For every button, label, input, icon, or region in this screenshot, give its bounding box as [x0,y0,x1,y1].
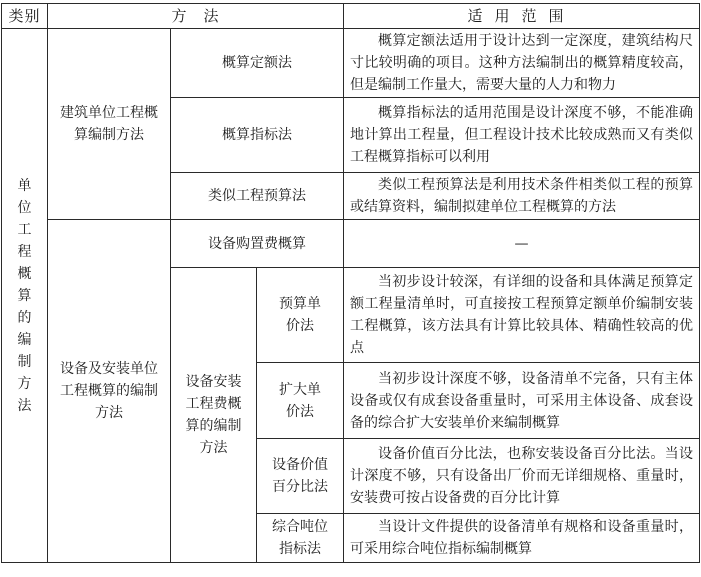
category-char: 程 [17,243,32,260]
category-char: 概 [17,265,32,282]
scope-cell: 当设计文件提供的设备清单有规格和设备重量时，可采用综合吨位指标编制概算 [344,514,700,563]
group-building-label: 建筑单位工程概算编制方法 [48,29,171,220]
scope-cell [344,220,700,268]
table-header-row [2,4,700,29]
category-char: 编 [17,331,32,348]
method-cell: 预算单价法 [257,268,344,363]
scope-cell: 类似工程预算法是利用技术条件相类似工程的预算或结算资料，编制拟建单位工程概算的方法 [344,173,700,220]
estimate-methods-table [1,3,700,563]
scope-cell: 当初步设计较深，有详细的设备和具体满足预算定额工程量清单时，可直接按工程预算定额单价编制安装工程概算，该方法具有计算比较具体、精确性较高的优点 [344,268,700,363]
header-category: 类别 [2,4,48,29]
category-char: 工 [17,221,32,238]
method-cell: 设备购置费概算 [171,220,344,268]
category-cell [2,29,48,563]
category-char: 算 [17,287,32,304]
method-cell: 设备价值百分比法 [257,439,344,514]
category-char: 单 [17,177,32,194]
header-scope: 适用范围 [344,4,700,29]
scope-cell: 概算定额法适用于设计达到一定深度，建筑结构尺寸比较明确的项目。这种方法编制出的概算精度较高，但是编制工作量大，需要大量的人力和物力 [344,29,700,98]
category-char: 的 [17,309,32,326]
scope-cell: 当初步设计深度不够，设备清单不完备，只有主体设备或仅有成套设备重量时，可采用主体设备、成套设备的综合扩大安装单价来编制概算 [344,363,700,439]
header-method: 方 法 [48,4,344,29]
category-char: 法 [17,397,32,414]
table-row [2,220,700,268]
category-char: 制 [17,353,32,370]
method-cell: 综合吨位指标法 [257,514,344,563]
method-cell: 概算定额法 [171,29,344,98]
category-char: 位 [17,199,32,216]
group-equipment-label: 设备及安装单位工程概算的编制方法 [48,220,171,563]
table-row [2,29,700,98]
category-char: 方 [17,375,32,392]
group-install-label: 设备安装工程费概算的编制方法 [171,268,257,563]
scope-cell: 设备价值百分比法，也称安装设备百分比法。当设计深度不够，只有设备出厂价而无详细规格、重量时，安装费可按占设备费的百分比计算 [344,439,700,514]
method-cell: 类似工程预算法 [171,173,344,220]
scope-cell: 概算指标法的适用范围是设计深度不够，不能准确地计算出工程量，但工程设计技术比较成熟而又有类似工程概算指标可以利用 [344,98,700,173]
method-cell: 概算指标法 [171,98,344,173]
method-cell: 扩大单价法 [257,363,344,439]
empty-dash: — [514,235,529,252]
